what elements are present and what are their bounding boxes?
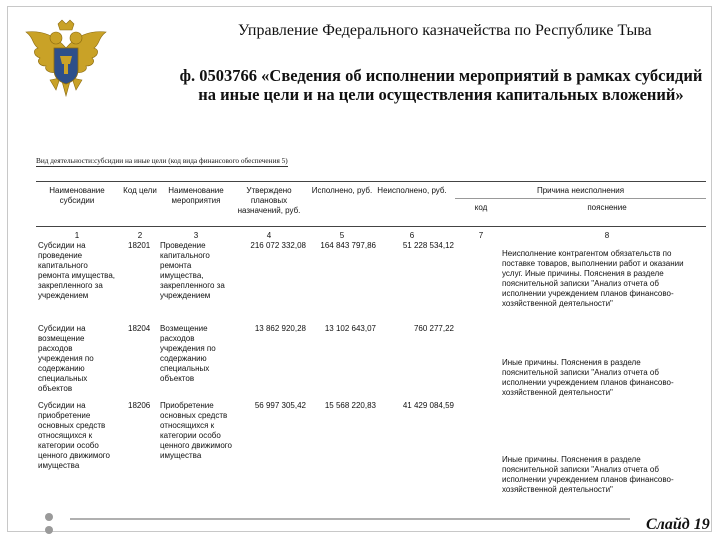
- activity-line: Вид деятельности:субсидии на иные цели (код вида финансового обеспечения 5): [36, 156, 288, 165]
- table-top-rule: [36, 181, 706, 182]
- row1-executed: 164 843 797,86: [320, 241, 376, 250]
- row2-approved: 13 862 920,28: [254, 324, 306, 333]
- row2-executed: 13 102 643,07: [324, 324, 376, 333]
- row2-code: 18204: [128, 324, 151, 333]
- row3-code: 18206: [128, 401, 151, 410]
- row2-subsidy: Субсидии на возмещение расходов учреждения по содержанию специальных объектов: [38, 324, 94, 393]
- column-number: 2: [137, 231, 143, 240]
- column-number: 5: [339, 231, 345, 240]
- footer-rule: [70, 518, 630, 520]
- nav-dot-left: [45, 513, 53, 521]
- row1-explanation: Неисполнение контрагентом обязательств по поставке товаров, выполнении работ и оказании услуг. Иные причины. Пояснения в разделе пояснительной записки "Анализ отчета об исполнении учреждением планов финансово-хозяйственной деятельности": [502, 249, 684, 308]
- slide-number: Слайд 19: [646, 516, 710, 533]
- header-bottom-rule: [36, 226, 706, 227]
- column-number: 1: [74, 231, 80, 240]
- row3-executed: 15 568 220,83: [324, 401, 376, 410]
- row3-event: Приобретение основных средств относящихся к категории особо ценного движимого имущества: [160, 401, 232, 460]
- nav-dot-left: [45, 526, 53, 534]
- header-reason-explanation: пояснение: [587, 203, 627, 212]
- row1-code: 18201: [128, 241, 151, 250]
- row3-approved: 56 997 305,42: [254, 401, 306, 410]
- header-not-executed: Неисполнено, руб.: [377, 186, 447, 195]
- row1-subsidy: Субсидии на проведение капитального ремонта имущества, закрепленного за учреждением: [38, 241, 116, 300]
- header-goal-code: Код цели: [123, 186, 157, 195]
- header-reason-code: код: [474, 203, 488, 212]
- row3-explanation: Иные причины. Пояснения в разделе пояснительной записки "Анализ отчета об исполнении учреждением планов финансово-хозяйственной деятельности": [502, 455, 674, 494]
- treasury-emblem-icon: [20, 18, 112, 102]
- row3-not-executed: 41 429 084,59: [402, 401, 454, 410]
- row1-not-executed: 51 228 534,12: [402, 241, 454, 250]
- row3-subsidy: Субсидии на приобретение основных средств относящихся к категории особо ценного движимого имущества: [38, 401, 110, 470]
- header-reason: Причина неисполнения: [536, 186, 625, 195]
- header-executed: Исполнено, руб.: [311, 186, 373, 195]
- header-event-name: Наименование мероприятия: [168, 186, 224, 205]
- column-number: 3: [193, 231, 199, 240]
- row1-event: Проведение капитального ремонта имущества, закрепленного за учреждением: [160, 241, 225, 300]
- row1-approved: 216 072 332,08: [250, 241, 306, 250]
- reason-split-rule: [455, 198, 706, 199]
- column-number: 8: [604, 231, 610, 240]
- column-number: 6: [409, 231, 415, 240]
- column-number: 7: [478, 231, 484, 240]
- form-title: ф. 0503766 «Сведения об исполнении мероприятий в рамках субсидий на иные цели и на цели осуществления капитальных вложений»: [179, 66, 703, 104]
- column-number: 4: [266, 231, 272, 240]
- row2-not-executed: 760 277,22: [413, 324, 454, 333]
- header-approved: Утверждено плановых назначений, руб.: [237, 186, 301, 215]
- row2-event: Возмещение расходов учреждения по содержанию специальных объектов: [160, 324, 216, 383]
- organization-title: Управление Федерального казначейства по Республике Тыва: [238, 22, 652, 39]
- header-subsidy-name: Наименование субсидии: [49, 186, 105, 205]
- row2-explanation: Иные причины. Пояснения в разделе пояснительной записки "Анализ отчета об исполнении учреждением планов финансово-хозяйственной деятельности": [502, 358, 674, 397]
